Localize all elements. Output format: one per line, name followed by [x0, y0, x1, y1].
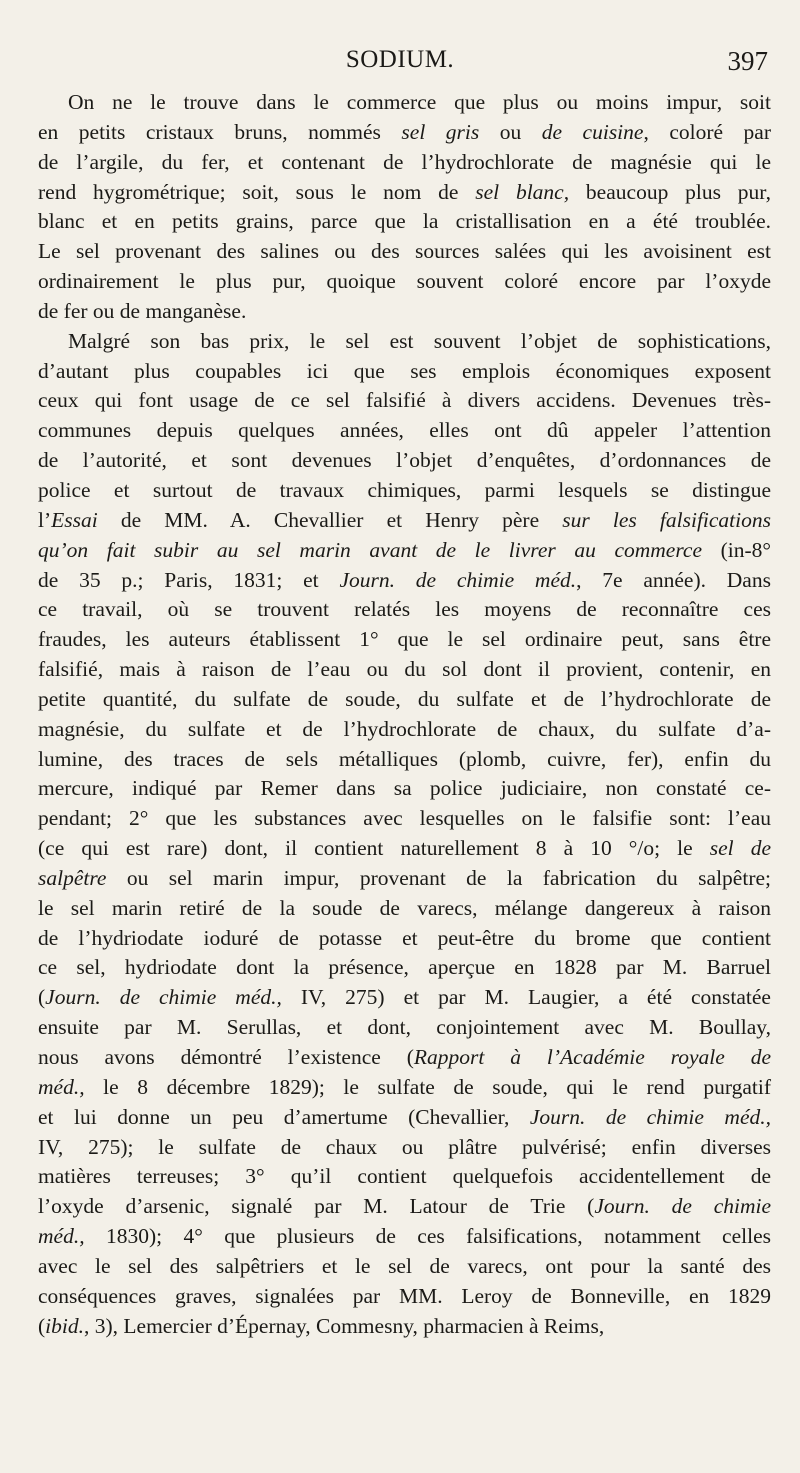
text-line [38, 655, 771, 685]
text-line [38, 476, 771, 506]
text-line [38, 1312, 771, 1342]
text-line [38, 1282, 771, 1312]
italic-text: sur les falsifications [562, 507, 772, 532]
text-segment: mercure, indiqué par Remer dans sa police judiciaire, non constaté ce- [38, 776, 771, 801]
text-segment: le 8 décembre 1829); le sulfate de soude, qui le rend purgatif [84, 1074, 771, 1099]
text-line [38, 834, 771, 864]
text-line [38, 566, 771, 596]
text-line [38, 148, 771, 178]
text-segment: d’autant plus coupables ici que ses emplois économiques exposent [38, 358, 771, 383]
text-segment: IV, 275) et par M. Laugier, a été constatée [281, 985, 771, 1010]
text-line [38, 924, 771, 954]
text-segment: avec le sel des salpêtriers et le sel de varecs, ont pour la santé des [38, 1253, 771, 1278]
text-line [38, 1073, 771, 1103]
text-segment: l’ [38, 507, 52, 532]
text-line [38, 1043, 771, 1073]
text-line [38, 536, 771, 566]
text-segment: de l’argile, du fer, et contenant de l’hydrochlorate de magnésie qui le [38, 149, 771, 174]
text-line [38, 357, 771, 387]
text-segment: de l’autorité, et sont devenues l’objet d’enquêtes, d’ordonnances de [38, 448, 771, 473]
text-segment: 1830); 4° que plusieurs de ces falsifications, notamment celles [84, 1224, 771, 1249]
text-segment: le sel marin retiré de la soude de varecs, mélange dangereux à raison [38, 895, 771, 920]
text-segment: matières terreuses; 3° qu’il contient quelquefois accidentellement de [38, 1164, 771, 1189]
italic-text: sel gris [401, 119, 480, 144]
text-line [38, 1192, 771, 1222]
text-line [38, 1222, 771, 1252]
text-segment: rend hygrométrique; soit, sous le nom de [38, 179, 476, 204]
text-segment: ce sel, hydriodate dont la présence, aperçue en 1828 par M. Barruel [38, 955, 771, 980]
italic-text: Journ. de chimie méd., [45, 985, 282, 1010]
text-segment: de 35 p.; Paris, 1831; et [38, 567, 340, 592]
text-line [38, 864, 771, 894]
text-segment: On ne le trouve dans le commerce que plus ou moins impur, soit [68, 90, 771, 114]
text-segment: ceux qui font usage de ce sel falsifié à divers accidens. Devenues très- [38, 388, 771, 413]
text-segment: police et surtout de travaux chimiques, parmi lesquels se distingue [38, 477, 771, 502]
text-segment: ordinairement le plus pur, quoique souvent coloré encore par l’oxyde [38, 269, 771, 294]
italic-text: Journ. de chimie méd. [339, 567, 577, 592]
text-segment: petite quantité, du sulfate de soude, du sulfate et de l’hydrochlorate de [38, 686, 771, 711]
text-segment: ensuite par M. Serullas, et dont, conjointement avec M. Boullay, [38, 1015, 771, 1040]
text-line [38, 983, 771, 1013]
italic-text: de cuisine [541, 119, 644, 144]
text-segment: de fer ou de manganèse. [38, 298, 247, 323]
text-line [38, 894, 771, 924]
text-segment: beaucoup plus pur, [569, 179, 771, 204]
text-segment: IV, 275); le sulfate de chaux ou plâtre pulvérisé; enfin diverses [38, 1134, 771, 1159]
text-segment: nous avons démontré l’existence ( [38, 1045, 414, 1069]
body-text [38, 88, 771, 1341]
text-line [38, 327, 771, 357]
italic-text: ibid. [45, 1313, 84, 1338]
italic-text: sel de [709, 836, 771, 861]
text-segment: Malgré son bas prix, le sel est souvent l’objet de sophistications, [68, 328, 771, 353]
text-line [38, 715, 771, 745]
text-line [38, 953, 771, 983]
text-line [38, 446, 771, 476]
text-segment: Le sel provenant des salines ou des sources salées qui les avoisinent est [38, 239, 771, 264]
text-line [38, 237, 771, 267]
text-segment: , coloré par [643, 119, 772, 144]
text-line [38, 595, 771, 625]
text-segment: , 7e année). Dans [576, 567, 771, 592]
text-segment: lumine, des traces de sels métalliques (plomb, cuivre, fer), enfin du [38, 746, 771, 771]
text-segment: conséquences graves, signalées par MM. Leroy de Bonneville, en 1829 [38, 1283, 771, 1308]
running-title: SODIUM. [345, 46, 455, 73]
text-line [38, 1103, 771, 1133]
italic-text: Journ. de chimie [594, 1194, 771, 1219]
text-line [38, 416, 771, 446]
text-segment: magnésie, du sulfate et de l’hydrochlorate de chaux, du sulfate d’a- [38, 716, 771, 741]
text-line [38, 804, 771, 834]
text-segment: blanc et en petits grains, parce que la cristallisation en a été troublée. [38, 209, 771, 234]
text-segment: en petits cristaux bruns, nommés [38, 119, 402, 144]
text-line [38, 178, 771, 208]
text-segment: fraudes, les auteurs établissent 1° que le sel ordinaire peut, sans être [38, 627, 771, 652]
text-line [38, 118, 771, 148]
text-line [38, 685, 771, 715]
text-segment: (in-8° [702, 537, 772, 562]
italic-text: sel blanc, [475, 179, 570, 204]
text-line [38, 745, 771, 775]
text-segment: et lui donne un peu d’amertume (Chevallier, [38, 1104, 530, 1129]
text-line [38, 386, 771, 416]
text-line [38, 207, 771, 237]
text-segment: l’oxyde d’arsenic, signalé par M. Latour de Trie ( [38, 1194, 595, 1219]
text-line [38, 506, 771, 536]
italic-text: Journ. de chimie méd., [529, 1104, 771, 1129]
text-line [38, 267, 771, 297]
text-segment: de l’hydriodate ioduré de potasse et peut-être du brome que contient [38, 925, 771, 950]
text-line [38, 297, 771, 327]
text-segment: falsifié, mais à raison de l’eau ou du sol dont il provient, contenir, en [38, 657, 771, 682]
italic-text: salpêtre [38, 865, 107, 890]
text-segment: ou [479, 119, 542, 144]
text-line [38, 1133, 771, 1163]
text-line [38, 88, 771, 118]
text-segment: de MM. A. Chevallier et Henry père [97, 507, 563, 532]
text-segment: (ce qui est rare) dont, il contient naturellement 8 à 10 °/o; le [38, 836, 710, 861]
italic-text: Rapport à l’Académie royale de [413, 1045, 771, 1069]
text-segment: ( [38, 1313, 46, 1338]
running-head [0, 44, 800, 80]
page-number: 397 [727, 46, 768, 76]
text-line [38, 774, 771, 804]
italic-text: qu’on fait subir au sel marin avant de le livrer au commerce [38, 537, 703, 562]
italic-text: méd., [38, 1224, 85, 1249]
text-segment: communes depuis quelques années, elles ont dû appeler l’attention [38, 418, 771, 443]
text-segment: , 3), Lemercier d’Épernay, Commesny, pharmacien à Reims, [84, 1313, 605, 1338]
text-line [38, 1252, 771, 1282]
text-segment: ou sel marin impur, provenant de la fabrication du salpêtre; [106, 865, 771, 890]
italic-text: méd., [38, 1074, 85, 1099]
italic-text: Essai [51, 507, 98, 532]
text-segment: pendant; 2° que les substances avec lesquelles on le falsifie sont: l’eau [38, 806, 771, 831]
text-line [38, 625, 771, 655]
text-segment: ( [38, 985, 46, 1010]
text-segment: ce travail, où se trouvent relatés les moyens de reconnaître ces [38, 597, 771, 622]
text-line [38, 1013, 771, 1043]
text-line [38, 1162, 771, 1192]
